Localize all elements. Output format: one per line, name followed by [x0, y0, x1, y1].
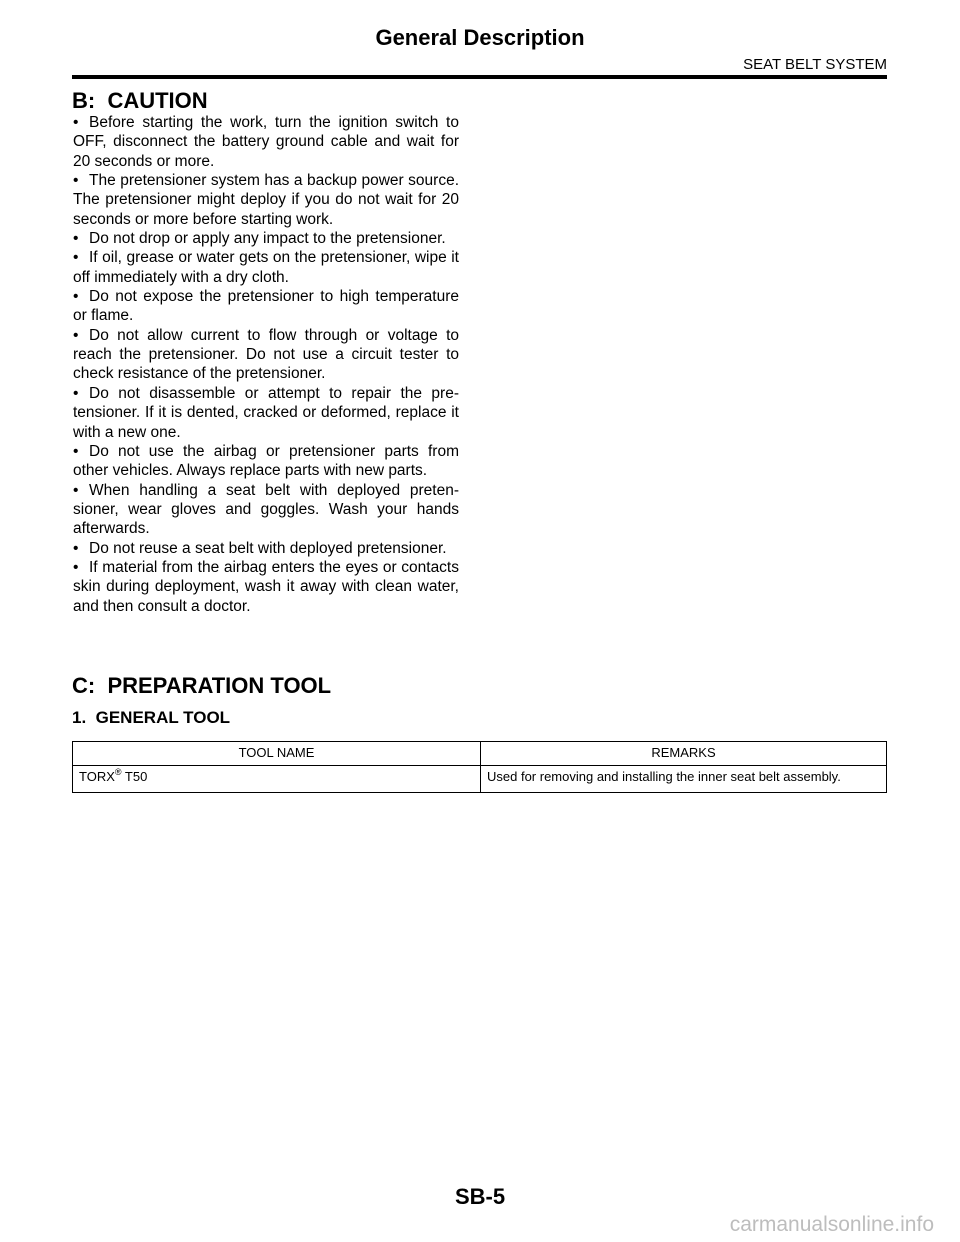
caution-item — [73, 287, 459, 326]
caution-item-text: Do not allow current to flow through or voltage to reach the pretensioner. Do not use a circuit tester to check resistance of the pretensioner. — [73, 326, 459, 383]
bullet-marker: • — [73, 230, 79, 248]
caution-item-text: When handling a seat belt with deployed pretensioner, wear gloves and goggles. Wash your hands afterwards. — [73, 481, 459, 538]
tool-name-cell — [73, 766, 481, 793]
caution-item — [73, 113, 459, 171]
caution-item — [73, 442, 459, 481]
header-rule — [72, 75, 887, 79]
bullet-marker: • — [73, 481, 79, 499]
caution-item-text: Do not reuse a seat belt with deployed pretensioner. — [89, 539, 447, 557]
caution-item — [73, 539, 459, 558]
table-header-row — [73, 742, 887, 766]
bullet-marker: • — [73, 442, 79, 460]
general-tool-table — [72, 741, 887, 793]
page-number: SB-5 — [454, 1184, 506, 1209]
section-label: SEAT BELT SYSTEM — [743, 56, 887, 73]
table-row — [73, 766, 887, 793]
general-tool-subheading: 1. GENERAL TOOL — [72, 708, 231, 727]
caution-item — [73, 171, 459, 229]
caution-list — [73, 113, 459, 616]
caution-item — [73, 558, 459, 616]
page-title: General Description — [375, 25, 585, 50]
caution-heading: B: CAUTION — [72, 88, 208, 113]
caution-item — [73, 326, 459, 384]
caution-item-text: The pretensioner system has a backup power source. The pretensioner might deploy if you do not wait for 20 seconds or more before starting work. — [73, 172, 459, 228]
column-header-tool-name: TOOL NAME — [73, 742, 481, 766]
watermark: carmanualsonline.info — [729, 1213, 934, 1236]
caution-item-text: Do not expose the pretensioner to high temperature or flame. — [73, 288, 459, 325]
column-header-remarks: REMARKS — [481, 742, 887, 766]
bullet-marker: • — [73, 172, 79, 190]
remarks-cell: Used for removing and installing the inner seat belt assembly. — [481, 766, 887, 793]
caution-item — [73, 229, 459, 248]
bullet-marker: • — [73, 114, 79, 131]
caution-item — [73, 248, 459, 287]
bullet-marker: • — [73, 384, 79, 402]
caution-item-text: Before starting the work, turn the ignition switch to OFF, disconnect the battery ground cable and wait for 20 seconds or more. — [73, 114, 459, 170]
caution-item-text: Do not drop or apply any impact to the pretensioner. — [89, 230, 446, 248]
bullet-marker: • — [73, 558, 79, 576]
caution-item — [73, 481, 459, 539]
bullet-marker: • — [73, 326, 79, 344]
registered-mark: ® — [114, 767, 122, 777]
bullet-marker: • — [73, 249, 79, 267]
caution-item-text: Do not disassemble or attempt to repair the pretensioner. If it is dented, cracked or deformed, replace it with a new one. — [73, 384, 459, 441]
caution-item — [73, 384, 459, 442]
caution-item-text: Do not use the airbag or pretensioner parts from other vehicles. Always replace parts with new parts. — [73, 442, 459, 480]
preparation-tool-heading: C: PREPARATION TOOL — [72, 673, 332, 698]
caution-item-text: If material from the airbag enters the eyes or contacts skin during deployment, wash it away with clean water, and then consult a doctor. — [73, 558, 459, 615]
caution-item-text: If oil, grease or water gets on the pretensioner, wipe it off immediately with a dry cloth. — [73, 249, 459, 286]
bullet-marker: • — [73, 539, 79, 557]
bullet-marker: • — [73, 288, 79, 306]
tool-name: TORX — [79, 769, 115, 784]
tool-size: T50 — [121, 769, 148, 784]
